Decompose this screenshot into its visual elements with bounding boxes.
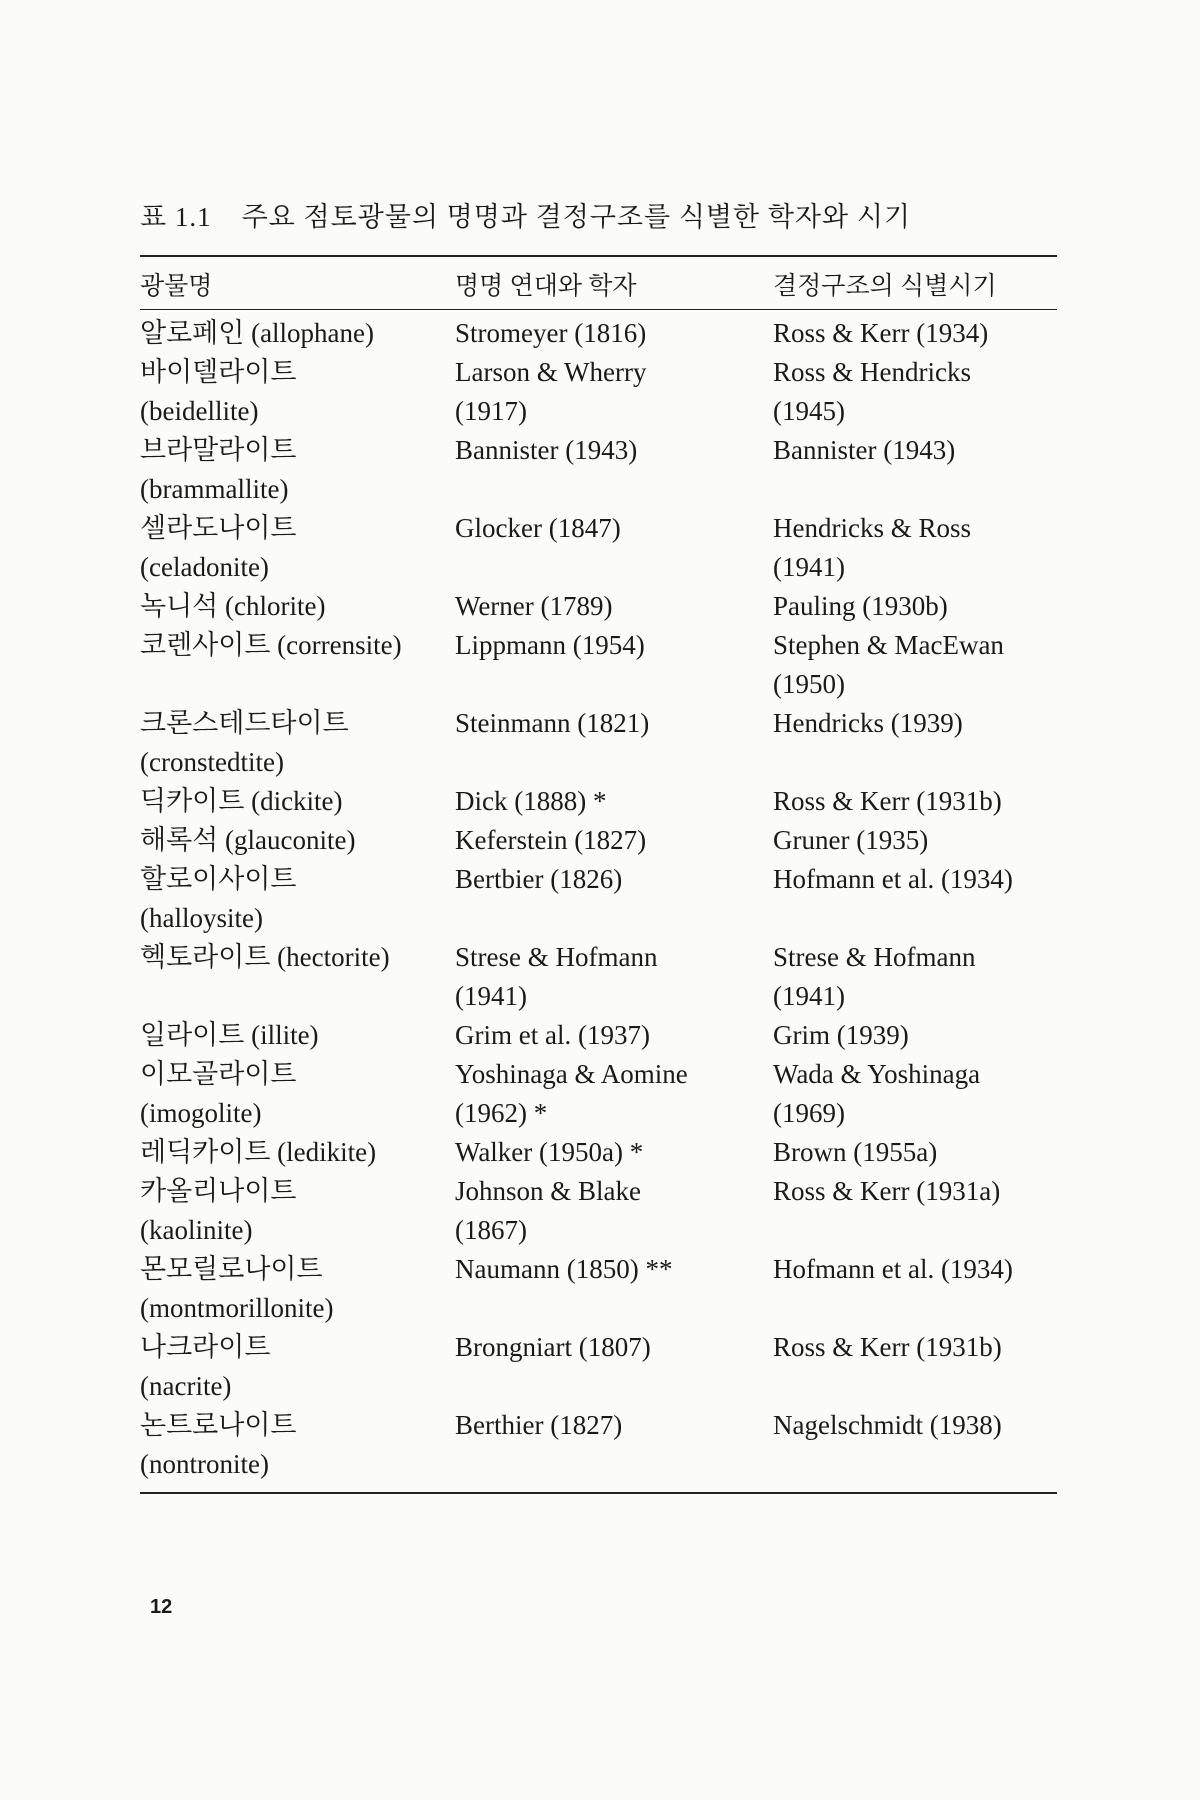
cell-text-line: Naumann (1850) ** — [455, 1254, 673, 1284]
mineral-name-cell — [140, 860, 455, 938]
naming-cell — [455, 314, 773, 353]
cell-text-line: 녹니석 (chlorite) — [140, 591, 326, 621]
cell-text-line: (nacrite) — [140, 1371, 232, 1401]
cell-text-line: (cronstedtite) — [140, 747, 284, 777]
table-row — [140, 314, 1057, 353]
cell-text-line: (beidellite) — [140, 396, 259, 426]
structure-id-cell — [773, 860, 1057, 938]
cell-text-line: Larson & Wherry — [455, 357, 647, 387]
cell-text-line: (imogolite) — [140, 1098, 262, 1128]
cell-text-line: Strese & Hofmann — [455, 942, 658, 972]
naming-cell — [455, 1055, 773, 1133]
cell-text-line: Ross & Kerr (1931b) — [773, 786, 1002, 816]
cell-text-line: Keferstein (1827) — [455, 825, 647, 855]
cell-text-line: 논트로나이트 — [140, 1410, 297, 1440]
mineral-name-cell — [140, 1406, 455, 1484]
table-title: 주요 점토광물의 명명과 결정구조를 식별한 학자와 시기 — [241, 202, 911, 232]
mineral-name-cell — [140, 938, 455, 1016]
cell-text-line: (1941) — [773, 981, 845, 1011]
structure-id-cell — [773, 353, 1057, 431]
structure-id-cell — [773, 314, 1057, 353]
table-row — [140, 1016, 1057, 1055]
table-bottom-rule — [140, 1492, 1057, 1494]
cell-text-line: 해록석 (glauconite) — [140, 825, 356, 855]
naming-cell — [455, 431, 773, 509]
cell-text-line: 레딕카이트 (ledikite) — [140, 1137, 377, 1167]
cell-text-line: 할로이사이트 — [140, 864, 297, 894]
structure-id-cell — [773, 1133, 1057, 1172]
cell-text-line: 이모골라이트 — [140, 1059, 297, 1089]
cell-text-line: 헥토라이트 (hectorite) — [140, 942, 390, 972]
structure-id-cell — [773, 821, 1057, 860]
page-number: 12 — [150, 1596, 173, 1618]
mineral-name-cell — [140, 1016, 455, 1055]
cell-text-line: 알로페인 (allophane) — [140, 318, 375, 348]
cell-text-line: Bannister (1943) — [773, 435, 956, 465]
cell-text-line: Brongniart (1807) — [455, 1332, 651, 1362]
table-row — [140, 1250, 1057, 1328]
table-row — [140, 353, 1057, 431]
cell-text-line: Ross & Kerr (1934) — [773, 318, 989, 348]
naming-cell — [455, 938, 773, 1016]
structure-id-cell — [773, 704, 1057, 782]
structure-id-cell — [773, 1172, 1057, 1250]
cell-text-line: Gruner (1935) — [773, 825, 929, 855]
mineral-name-cell — [140, 821, 455, 860]
table-top-rule — [140, 255, 1057, 257]
mineral-name-cell — [140, 782, 455, 821]
table-caption — [140, 195, 911, 234]
table-header — [140, 262, 1057, 306]
cell-text-line: (1941) — [773, 552, 845, 582]
table-row — [140, 704, 1057, 782]
cell-text-line: (kaolinite) — [140, 1215, 253, 1245]
table-row — [140, 782, 1057, 821]
cell-text-line: 일라이트 (illite) — [140, 1020, 319, 1050]
mineral-name-cell — [140, 1328, 455, 1406]
cell-text-line: Ross & Hendricks — [773, 357, 971, 387]
structure-id-cell — [773, 431, 1057, 509]
cell-text-line: Nagelschmidt (1938) — [773, 1410, 1002, 1440]
table-row — [140, 821, 1057, 860]
structure-id-cell — [773, 938, 1057, 1016]
cell-text-line: Johnson & Blake — [455, 1176, 641, 1206]
cell-text-line: Grim et al. (1937) — [455, 1020, 650, 1050]
mineral-name-cell — [140, 431, 455, 509]
cell-text-line: 크론스테드타이트 — [140, 708, 349, 738]
mineral-name-cell — [140, 1172, 455, 1250]
cell-text-line: (1917) — [455, 396, 527, 426]
structure-id-cell — [773, 509, 1057, 587]
cell-text-line: Steinmann (1821) — [455, 708, 650, 738]
cell-text-line: Lippmann (1954) — [455, 630, 645, 660]
mineral-name-cell — [140, 1250, 455, 1328]
naming-cell — [455, 1406, 773, 1484]
cell-text-line: 코렌사이트 (corrensite) — [140, 630, 402, 660]
structure-id-cell — [773, 1055, 1057, 1133]
cell-text-line: Wada & Yoshinaga — [773, 1059, 981, 1089]
mineral-name-cell — [140, 587, 455, 626]
cell-text-line: 브라말라이트 — [140, 435, 297, 465]
cell-text-line: (halloysite) — [140, 903, 263, 933]
cell-text-line: Bannister (1943) — [455, 435, 638, 465]
table-row — [140, 626, 1057, 704]
mineral-name-cell — [140, 626, 455, 704]
cell-text-line: Glocker (1847) — [455, 513, 621, 543]
table-row — [140, 1406, 1057, 1484]
table-row — [140, 587, 1057, 626]
naming-cell — [455, 1016, 773, 1055]
structure-id-cell — [773, 1406, 1057, 1484]
mineral-name-cell — [140, 1055, 455, 1133]
table-row — [140, 1133, 1057, 1172]
naming-cell — [455, 509, 773, 587]
structure-id-cell — [773, 587, 1057, 626]
structure-id-cell — [773, 626, 1057, 704]
cell-text-line: (celadonite) — [140, 552, 269, 582]
cell-text-line: Grim (1939) — [773, 1020, 909, 1050]
cell-text-line: Hendricks & Ross — [773, 513, 971, 543]
naming-cell — [455, 704, 773, 782]
cell-text-line: Pauling (1930b) — [773, 591, 948, 621]
mineral-name-cell — [140, 704, 455, 782]
cell-text-line: 바이델라이트 — [140, 357, 297, 387]
cell-text-line: (1941) — [455, 981, 527, 1011]
structure-id-cell — [773, 1016, 1057, 1055]
cell-text-line: Hofmann et al. (1934) — [773, 864, 1013, 894]
cell-text-line: 몬모릴로나이트 — [140, 1254, 323, 1284]
cell-text-line: (brammallite) — [140, 474, 289, 504]
cell-text-line: Hendricks (1939) — [773, 708, 963, 738]
naming-cell — [455, 587, 773, 626]
cell-text-line: Ross & Kerr (1931a) — [773, 1176, 1001, 1206]
structure-id-cell — [773, 1328, 1057, 1406]
table-row — [140, 509, 1057, 587]
cell-text-line: Strese & Hofmann — [773, 942, 976, 972]
naming-cell — [455, 821, 773, 860]
naming-cell — [455, 1328, 773, 1406]
cell-text-line: (1945) — [773, 396, 845, 426]
naming-cell — [455, 782, 773, 821]
table-header-rule — [140, 309, 1057, 310]
cell-text-line: 딕카이트 (dickite) — [140, 786, 343, 816]
naming-cell — [455, 1133, 773, 1172]
header-naming: 명명 연대와 학자 — [455, 273, 637, 300]
naming-cell — [455, 860, 773, 938]
cell-text-line: Brown (1955a) — [773, 1137, 938, 1167]
cell-text-line: (1867) — [455, 1215, 527, 1245]
cell-text-line: Stromeyer (1816) — [455, 318, 647, 348]
table-row — [140, 431, 1057, 509]
mineral-name-cell — [140, 353, 455, 431]
table-row — [140, 1055, 1057, 1133]
header-structure-identification: 결정구조의 식별시기 — [773, 273, 997, 300]
cell-text-line: Hofmann et al. (1934) — [773, 1254, 1013, 1284]
structure-id-cell — [773, 1250, 1057, 1328]
cell-text-line: 셀라도나이트 — [140, 513, 297, 543]
cell-text-line: (montmorillonite) — [140, 1293, 334, 1323]
table-label: 표 1.1 — [140, 202, 212, 232]
mineral-name-cell — [140, 1133, 455, 1172]
table-row — [140, 1172, 1057, 1250]
cell-text-line: Walker (1950a) * — [455, 1137, 644, 1167]
cell-text-line: Dick (1888) * — [455, 786, 607, 816]
cell-text-line: Berthier (1827) — [455, 1410, 623, 1440]
table-row — [140, 1328, 1057, 1406]
cell-text-line: (1950) — [773, 669, 845, 699]
cell-text-line: (nontronite) — [140, 1449, 269, 1479]
header-mineral-name: 광물명 — [140, 273, 213, 300]
cell-text-line: Ross & Kerr (1931b) — [773, 1332, 1002, 1362]
cell-text-line: 나크라이트 — [140, 1332, 271, 1362]
table-body — [140, 314, 1057, 1484]
cell-text-line: Stephen & MacEwan — [773, 630, 1004, 660]
mineral-name-cell — [140, 509, 455, 587]
naming-cell — [455, 353, 773, 431]
cell-text-line: Yoshinaga & Aomine — [455, 1059, 688, 1089]
naming-cell — [455, 1250, 773, 1328]
mineral-name-cell — [140, 314, 455, 353]
structure-id-cell — [773, 782, 1057, 821]
cell-text-line: (1969) — [773, 1098, 845, 1128]
table-row — [140, 938, 1057, 1016]
table-row — [140, 860, 1057, 938]
cell-text-line: (1962) * — [455, 1098, 548, 1128]
naming-cell — [455, 1172, 773, 1250]
naming-cell — [455, 626, 773, 704]
cell-text-line: Werner (1789) — [455, 591, 613, 621]
cell-text-line: 카올리나이트 — [140, 1176, 297, 1206]
cell-text-line: Bertbier (1826) — [455, 864, 623, 894]
